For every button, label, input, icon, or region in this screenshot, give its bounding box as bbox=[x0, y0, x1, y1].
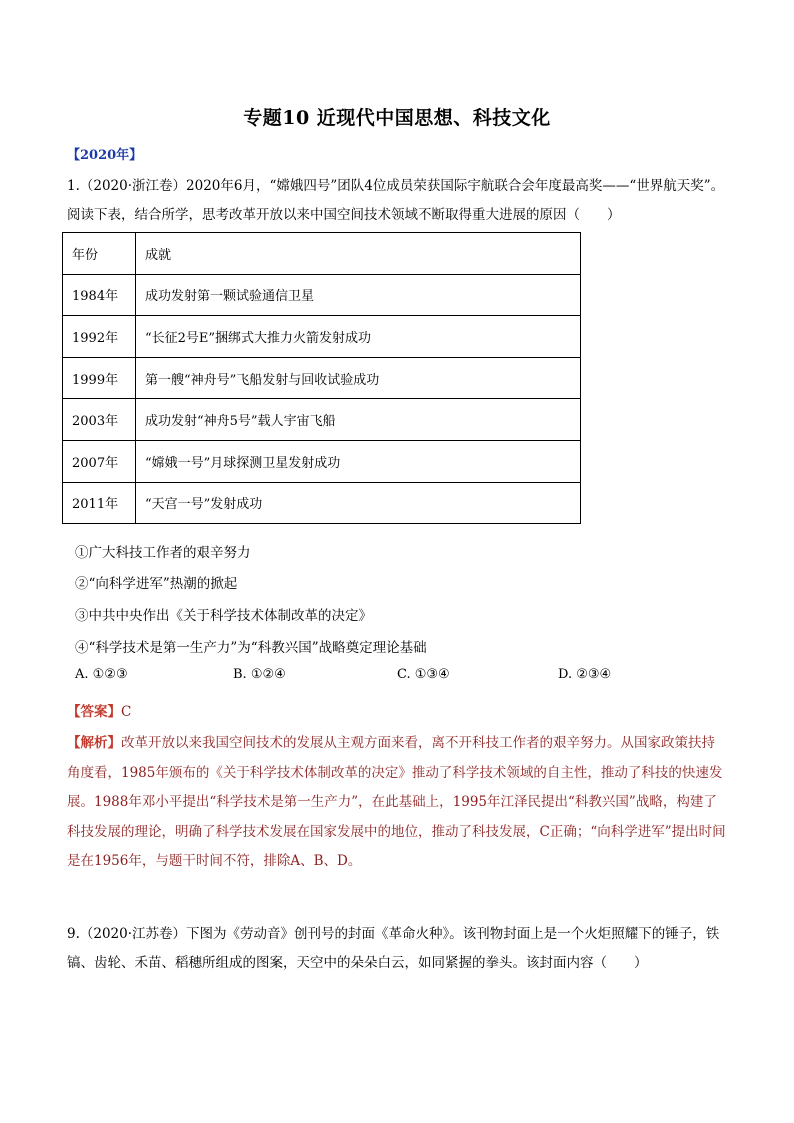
analysis-text: 改革开放以来我国空间技术的发展从主观方面来看，离不开科技工作者的艰辛努力。从国家政策扶持角度看，1985年颁布的《关于科学技术体制改革的决定》推动了科学技术领域的自主性，推动了科技的快速发展。1988年邓小平提出“科学技术是第一生产力”，在此基础上，1995年江泽民提出“科教兴国”战略，构建了科技发展的理论，明确了科学技术发展在国家发展中的地位，推动了科技发展，C正确；“向科学进军”提出时间是在1956年，与题干时间不符，排除A、B、D。 bbox=[67, 735, 726, 869]
answer-value: C bbox=[121, 704, 132, 720]
table-cell-year: 1999年 bbox=[63, 357, 136, 399]
statement-option-3: ③中共中央作出《关于科学技术体制改革的决定》 bbox=[75, 608, 372, 624]
answer-label: 【答案】 bbox=[67, 704, 121, 720]
achievement-table bbox=[62, 232, 581, 524]
table-cell-year: 2007年 bbox=[63, 440, 136, 482]
table-cell-year: 2011年 bbox=[63, 482, 136, 524]
table-row bbox=[63, 440, 581, 482]
question-1-text: 1.（2020·浙江卷）2020年6月，“嫦娥四号”团队4位成员荣获国际宇航联合会年度最高奖——“世界航天奖”。阅读下表，结合所学，思考改革开放以来中国空间技术领域不断取得重大进展的原因（ ） bbox=[67, 178, 725, 223]
table-header-row bbox=[63, 233, 581, 275]
answer-line bbox=[67, 700, 131, 720]
table-row bbox=[63, 274, 581, 316]
table-row bbox=[63, 357, 581, 399]
table-row bbox=[63, 399, 581, 441]
statement-option-4: ④“科学技术是第一生产力”为“科教兴国”战略奠定理论基础 bbox=[75, 640, 427, 656]
statement-option-1: ①广大科技工作者的艰辛努力 bbox=[75, 545, 251, 561]
question-9-text: 9.（2020·江苏卷）下图为《劳动音》创刊号的封面《革命火种》。该刊物封面上是一个火炬照耀下的锤子，铁镐、齿轮、禾苗、稻穗所组成的图案，天空中的朵朵白云，如同紧握的拳头。该封面内容（ ） bbox=[67, 926, 720, 971]
table-cell-achievement: 第一艘“神舟号”飞船发射与回收试验成功 bbox=[136, 357, 581, 399]
table-header-cell: 成就 bbox=[136, 233, 581, 275]
choice-a: A. ①②③ bbox=[75, 667, 128, 682]
table-cell-achievement: 成功发射第一颗试验通信卫星 bbox=[136, 274, 581, 316]
analysis-label: 【解析】 bbox=[67, 735, 121, 751]
table-cell-achievement: “天宫一号”发射成功 bbox=[136, 482, 581, 524]
year-section-tag: 【2020年】 bbox=[67, 148, 143, 163]
table-cell-year: 1984年 bbox=[63, 274, 136, 316]
choice-d: D. ②③④ bbox=[558, 667, 612, 682]
table-cell-achievement: “长征2号E”捆绑式大推力火箭发射成功 bbox=[136, 316, 581, 358]
statement-option-2: ②“向科学进军”热潮的掀起 bbox=[75, 576, 238, 592]
table-cell-achievement: “嫦娥一号”月球探测卫星发射成功 bbox=[136, 440, 581, 482]
table-cell-year: 1992年 bbox=[63, 316, 136, 358]
table-row bbox=[63, 316, 581, 358]
page-title: 专题10 近现代中国思想、科技文化 bbox=[243, 107, 551, 129]
choice-c: C. ①③④ bbox=[397, 667, 450, 682]
table-cell-year: 2003年 bbox=[63, 399, 136, 441]
analysis-paragraph bbox=[67, 729, 727, 877]
table-header-cell: 年份 bbox=[63, 233, 136, 275]
table-row bbox=[63, 482, 581, 524]
choice-b: B. ①②④ bbox=[233, 667, 286, 682]
table-cell-achievement: 成功发射“神舟5号”载人宇宙飞船 bbox=[136, 399, 581, 441]
